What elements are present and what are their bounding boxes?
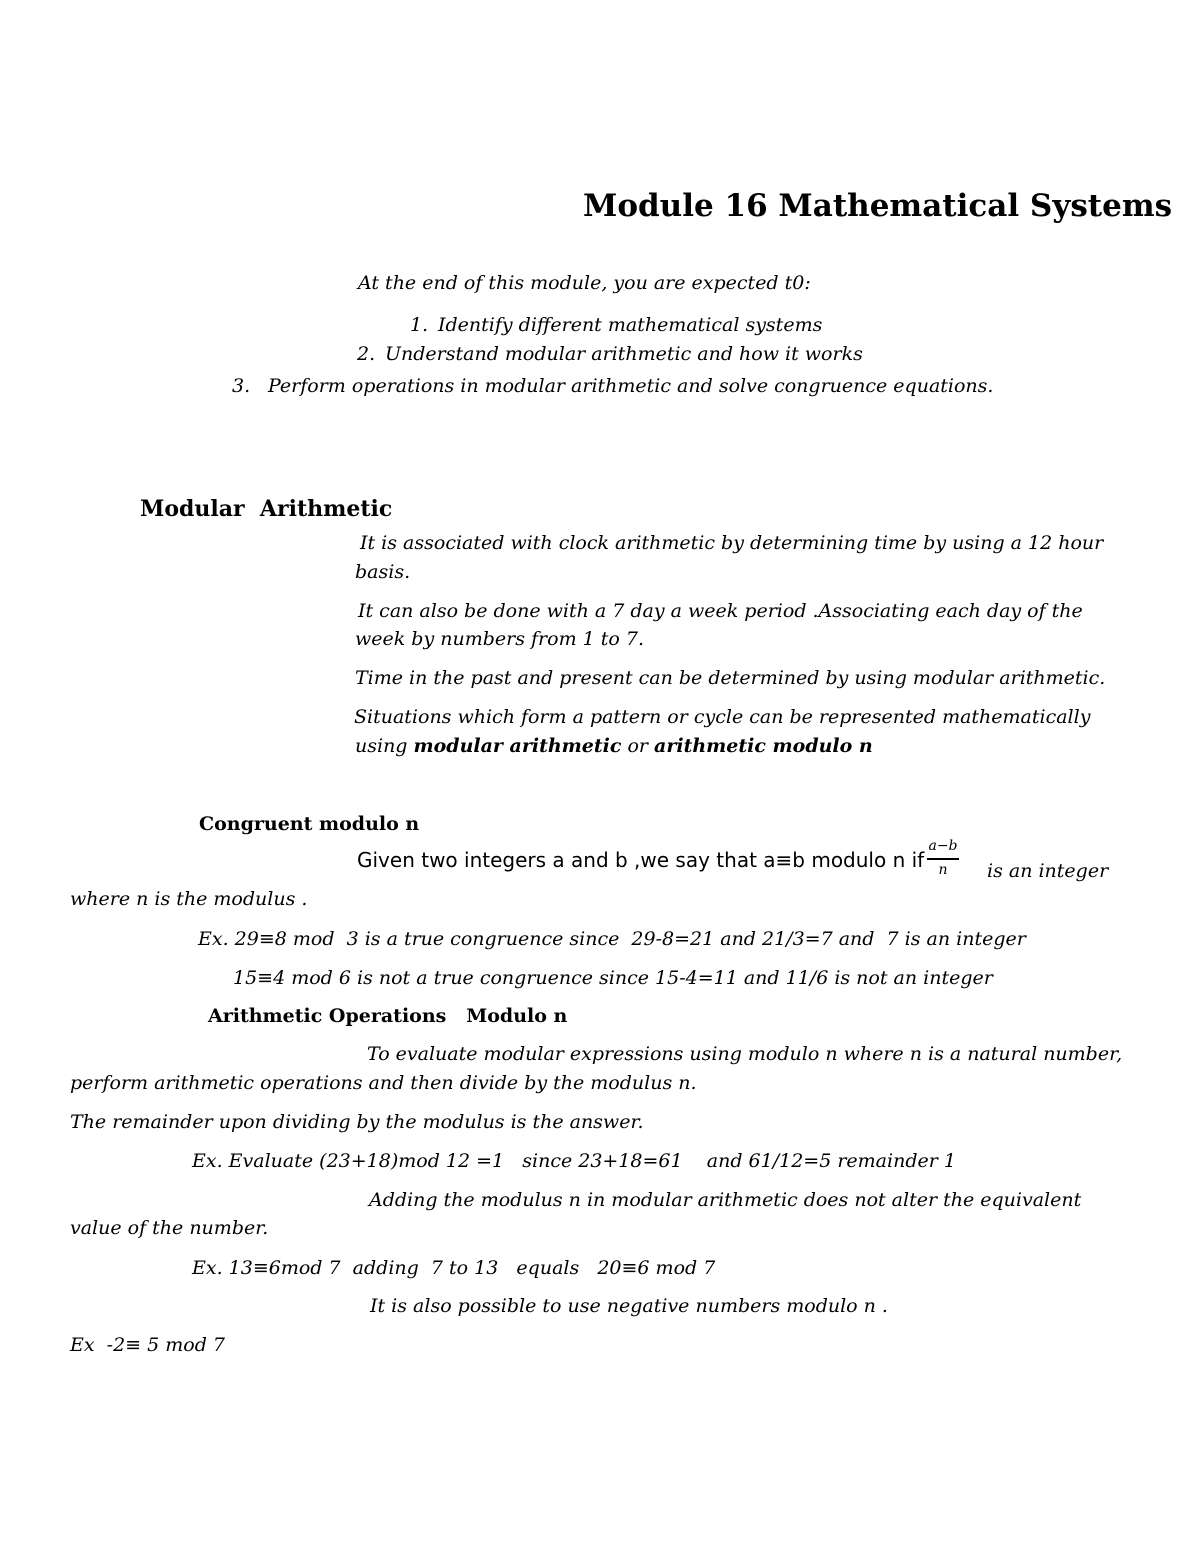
operations-example-1: Ex. Evaluate (23+18)mod 12 =1 since 23+18=61 and 61/12=5 remainder 1 [192,1150,956,1172]
modular-paragraph-4-cont [355,735,873,758]
congruence-example-1: Ex. 29≡8 mod 3 is a true congruence since 29-8=21 and 21/3=7 and 7 is an integer [198,928,1026,950]
operations-example-3: Ex -2≡ 5 mod 7 [70,1334,226,1356]
section-heading-congruent-modulo: Congruent modulo n [199,813,420,835]
congruence-definition: Given two integers a and b ,we say that a≡b modulo n if [357,848,925,872]
modular-paragraph-3: Time in the past and present can be determined by using modular arithmetic. [355,667,1106,689]
objective-item-2 [357,343,863,366]
operations-paragraph-1: To evaluate modular expressions using modulo n where n is a natural number, [367,1043,1123,1065]
operations-paragraph-4: It is also possible to use negative numbers modulo n . [370,1295,888,1317]
operations-paragraph-2: The remainder upon dividing by the modulus is the answer. [70,1111,644,1133]
objective-number: 1. [410,314,429,336]
objective-number: 2. [357,343,376,365]
modular-paragraph-1: It is associated with clock arithmetic by determining time by using a 12 hour [360,532,1104,554]
fraction-denominator: n [938,862,948,878]
bold-term-modular-arithmetic: modular arithmetic [413,735,622,757]
objective-item-3 [232,375,993,398]
objective-number: 3. [232,375,251,397]
modular-paragraph-2-cont: week by numbers from 1 to 7. [355,628,644,650]
page-title: Module 16 Mathematical Systems [583,188,1173,224]
operations-paragraph-3-cont: value of the number. [70,1217,269,1239]
objectives-intro: At the end of this module, you are expected t0: [358,272,811,294]
objective-text: Identify different mathematical systems [438,314,823,336]
congruence-definition-tail: is an integer [987,860,1109,882]
section-heading-modular-arithmetic: Modular Arithmetic [140,496,393,522]
operations-paragraph-3: Adding the modulus n in modular arithmetic does not alter the equivalent [369,1189,1082,1211]
objective-text: Perform operations in modular arithmetic and solve congruence equations. [268,375,994,397]
congruence-example-2: 15≡4 mod 6 is not a true congruence since 15-4=11 and 11/6 is not an integer [233,967,993,989]
objective-text: Understand modular arithmetic and how it works [385,343,863,365]
modular-paragraph-4: Situations which form a pattern or cycle can be represented mathematically [354,706,1091,728]
text-run: using [355,735,414,757]
bold-term-arithmetic-modulo-n: arithmetic modulo n [654,735,873,757]
modular-paragraph-2: It can also be done with a 7 day a week period .Associating each day of the [358,600,1083,622]
text-run: or [621,735,655,757]
fraction-numerator: a−b [928,838,958,854]
objective-item-1 [410,314,822,337]
operations-paragraph-1-cont: perform arithmetic operations and then divide by the modulus n. [70,1072,697,1094]
operations-example-2: Ex. 13≡6mod 7 adding 7 to 13 equals 20≡6 mod 7 [192,1257,716,1279]
fraction-bar [927,858,959,860]
modular-paragraph-1-cont: basis. [355,561,411,583]
congruence-definition-cont: where n is the modulus . [70,888,308,910]
section-heading-arithmetic-operations: Arithmetic Operations Modulo n [208,1005,568,1027]
